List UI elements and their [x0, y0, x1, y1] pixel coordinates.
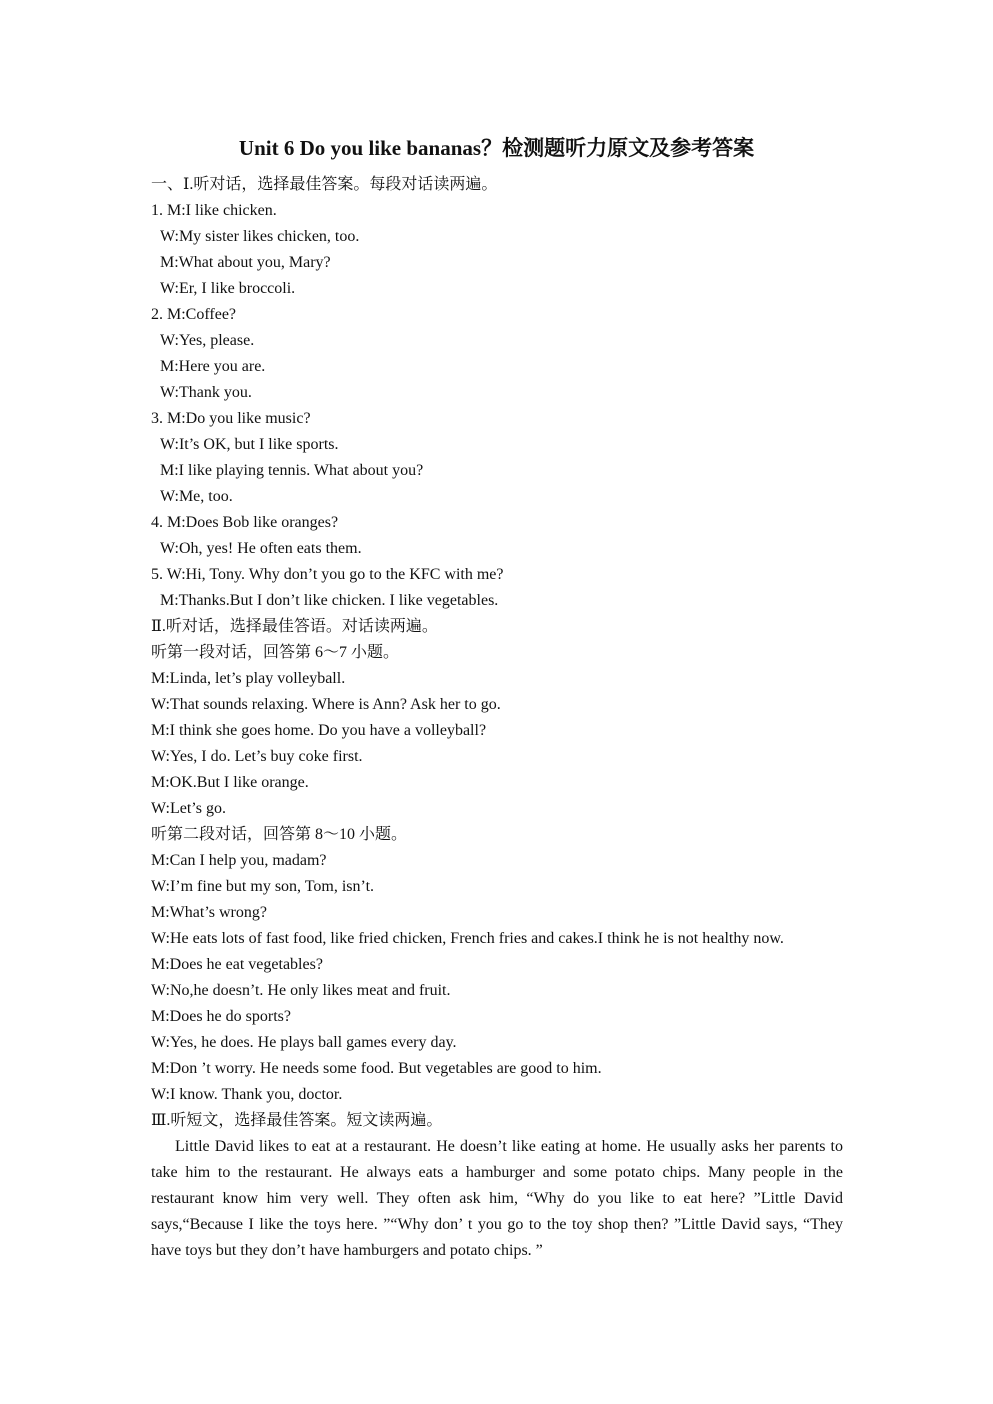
text-line: W:He eats lots of fast food, like fried chicken, French fries and cakes.I think he is not healthy now. — [151, 930, 784, 947]
text-line: M:Here you are. — [160, 358, 266, 375]
text-line: M:Can I help you, madam? — [151, 852, 327, 869]
text-line: W:Me, too. — [160, 488, 233, 505]
text-line: M:What about you, Mary? — [160, 254, 331, 271]
text-line: 一、Ⅰ.听对话，选择最佳答案。每段对话读两遍。 — [151, 176, 498, 193]
text-line: Ⅱ.听对话，选择最佳答语。对话读两遍。 — [151, 618, 438, 635]
text-line: 2. M:Coffee? — [151, 306, 237, 323]
text-line: M:Does he eat vegetables? — [151, 956, 323, 973]
passage-paragraph: Little David likes to eat at a restaurant. He doesn’t like eating at home. He usually asks her parents to take him to the restaurant. He always eats a hamburger and some potato chips. Many people in the restaurant know him very well. They often ask him, “Why do you like to eat here? ”Little David says,“Because I like the toys here. ”“Why don’ t you go to the toy shop then? ”Little David says, “They have toys but they don’t have hamburgers and potato chips. ” — [151, 1138, 843, 1259]
text-line: 听第二段对话，回答第 8～10 小题。 — [151, 826, 408, 843]
text-line: 1. M:I like chicken. — [151, 202, 277, 219]
text-line: 3. M:Do you like music? — [151, 410, 311, 427]
text-line: M:Does he do sports? — [151, 1008, 291, 1025]
text-line: M:Thanks.But I don’t like chicken. I like vegetables. — [160, 592, 499, 609]
text-line: W:Yes, he does. He plays ball games every day. — [151, 1034, 457, 1051]
text-line: W:Oh, yes! He often eats them. — [160, 540, 362, 557]
text-line: 听第一段对话，回答第 6～7 小题。 — [151, 644, 400, 661]
text-line: W:Er, I like broccoli. — [160, 280, 296, 297]
text-line: M:Don ’t worry. He needs some food. But vegetables are good to him. — [151, 1060, 602, 1077]
text-line: 5. W:Hi, Tony. Why don’t you go to the KFC with me? — [151, 566, 504, 583]
text-line: W:I’m fine but my son, Tom, isn’t. — [151, 878, 375, 895]
text-line: W:Let’s go. — [151, 800, 226, 817]
text-line: W:My sister likes chicken, too. — [160, 228, 360, 245]
text-line: M:What’s wrong? — [151, 904, 267, 921]
text-line: W:Yes, I do. Let’s buy coke first. — [151, 748, 363, 765]
text-line: M:I like playing tennis. What about you? — [160, 462, 424, 479]
text-line: M:I think she goes home. Do you have a volleyball? — [151, 722, 487, 739]
text-line: M:Linda, let’s play volleyball. — [151, 670, 346, 687]
text-line: W:That sounds relaxing. Where is Ann? Ask her to go. — [151, 696, 501, 713]
document-body — [151, 172, 843, 1264]
text-line: 4. M:Does Bob like oranges? — [151, 514, 339, 531]
text-line: W:It’s OK, but I like sports. — [160, 436, 339, 453]
page-title: Unit 6 Do you like bananas？检测题听力原文及参考答案 — [238, 136, 755, 160]
text-line: W:I know. Thank you, doctor. — [151, 1086, 343, 1103]
text-line: W:Yes, please. — [160, 332, 255, 349]
text-line: W:No,he doesn’t. He only likes meat and fruit. — [151, 982, 451, 999]
text-line: M:OK.But I like orange. — [151, 774, 309, 791]
text-line: Ⅲ.听短文，选择最佳答案。短文读两遍。 — [151, 1112, 443, 1129]
text-line: W:Thank you. — [160, 384, 252, 401]
